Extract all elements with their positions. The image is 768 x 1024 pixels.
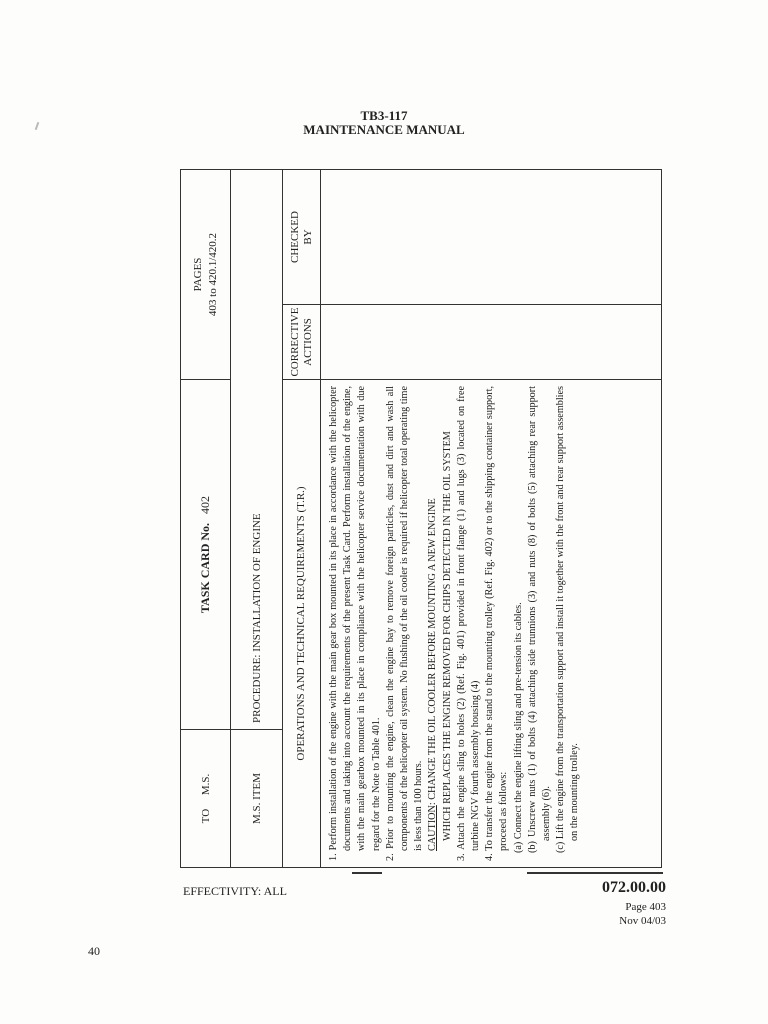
- checked-by-cell: [321, 170, 662, 305]
- step-4a: (a) Connect the engine lifting sling and pre-tension its cables.: [512, 602, 524, 853]
- chapter-code: 072.00.00: [602, 879, 666, 896]
- operations-body: [321, 380, 662, 868]
- step-2: 2. Prior to mounting the engine, clean the engine bay to remove foreign particles, dust and dirt and wash all components of the helicopter oil system. No flushing of the oil cooler is required if helicopter total operating time is less than 100 hours.: [384, 386, 425, 861]
- corrective-header-line2: ACTIONS: [301, 318, 314, 366]
- margin-number: 40: [88, 944, 100, 958]
- step-3: 3. Attach the engine sling to holes (2) (Ref. Fig. 401) provided in front flange (1) and lugs (3) located on free turbine NGV fourth assembly housing (4): [455, 386, 482, 861]
- pages-value: 403 to 420.1/420.2: [206, 232, 219, 317]
- task-card-table: [180, 170, 662, 868]
- doc-number: TB3-117: [360, 108, 408, 123]
- task-card-label: TASK CARD No.: [198, 522, 212, 614]
- step-4: 4. To transfer the engine from the stand to the mounting trolley (Ref. Fig. 402) or to the shipping container support, proceed as follows:: [484, 386, 510, 861]
- caution-label: CAUTION: [427, 805, 439, 851]
- task-card-cell: [181, 380, 231, 730]
- step-4b: (b) Unscrew nuts (1) of bolts (4) attaching side trunnions (3) and nuts (8) of bolts (5) attaching rear support assembly (6).: [526, 386, 553, 853]
- to-label: TO: [199, 808, 212, 824]
- manual-title: MAINTENANCE MANUAL: [303, 122, 465, 137]
- checked-header-line2: BY: [301, 229, 314, 245]
- revision-date: Nov 04/03: [619, 915, 666, 927]
- page-number: Page 403: [625, 901, 666, 913]
- ops-header: OPERATIONS AND TECHNICAL REQUIREMENTS (T.R.): [283, 380, 321, 868]
- corrective-header-line1: CORRECTIVE: [288, 307, 301, 377]
- revision-bar: [527, 872, 663, 874]
- caution-text-2: WHICH REPLACES THE ENGINE REMOVED FOR CHIPS DETECTED IN THE OIL SYSTEM: [441, 431, 453, 841]
- pages-label: PAGES: [191, 257, 204, 292]
- checked-header-line1: CHECKED: [288, 211, 301, 263]
- caution-line: [426, 386, 440, 861]
- effectivity: EFFECTIVITY: ALL: [183, 884, 287, 898]
- revision-bar: [352, 872, 382, 874]
- checked-by-header: [283, 170, 321, 305]
- ms-item-cell: M.S. ITEM: [231, 730, 283, 868]
- to-ms-cell: [181, 730, 231, 868]
- step-4c: (c) Lift the engine from the transportation support and install it together with the front and rear support assemblies on the mounting trolley.: [555, 386, 581, 853]
- procedure-cell: PROCEDURE: INSTALLATION OF ENGINE: [231, 170, 283, 730]
- ms-label: M.S.: [199, 773, 212, 796]
- corrective-actions-cell: [321, 305, 662, 380]
- corrective-actions-header: [283, 305, 321, 380]
- task-card-number: 402: [198, 495, 212, 514]
- step-1: 1. Perform installation of the engine with the main gear box mounted in its place in accordance with the helicopter documents and taking into account the requirements of the present Task Card. Perform installation of the engine, with the main gearbox mounted in its place in compliance with the helicopter service documentation with due regard for the Note to Table 401.: [328, 386, 382, 861]
- pages-cell: [181, 170, 231, 380]
- caution-text-1: : CHANGE THE OIL COOLER BEFORE MOUNTING A NEW ENGINE: [427, 498, 439, 806]
